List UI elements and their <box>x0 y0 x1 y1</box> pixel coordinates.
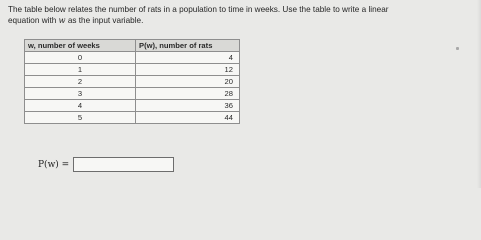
table-row <box>25 76 240 88</box>
cell-rats: 20 <box>136 76 240 88</box>
answer-label: P(w) = <box>38 159 70 170</box>
cell-rats: 4 <box>136 52 240 64</box>
cell-weeks: 4 <box>25 100 136 112</box>
cell-rats: 36 <box>136 100 240 112</box>
question-prompt <box>8 4 476 26</box>
prompt-line-2 <box>8 15 476 26</box>
table-header-row <box>25 40 240 52</box>
answer-input[interactable] <box>73 157 174 172</box>
prompt-line-1: The table below relates the number of rats in a population to time in weeks. Use the table to write a linear <box>8 5 389 14</box>
table-row <box>25 64 240 76</box>
header-weeks: w, number of weeks <box>25 40 136 52</box>
header-rats: P(w), number of rats <box>136 40 240 52</box>
cell-rats: 28 <box>136 88 240 100</box>
cell-weeks: 0 <box>25 52 136 64</box>
cell-rats: 12 <box>136 64 240 76</box>
prompt-line-2-prefix: equation with <box>8 16 59 25</box>
cell-weeks: 1 <box>25 64 136 76</box>
table-row <box>25 52 240 64</box>
cell-weeks: 3 <box>25 88 136 100</box>
answer-row <box>38 157 174 172</box>
scroll-indicator <box>456 47 459 50</box>
cell-weeks: 5 <box>25 112 136 124</box>
table-row <box>25 88 240 100</box>
data-table <box>24 39 240 124</box>
cell-rats: 44 <box>136 112 240 124</box>
cell-weeks: 2 <box>25 76 136 88</box>
prompt-line-2-suffix: as the input variable. <box>65 16 144 25</box>
table-row <box>25 100 240 112</box>
panel-edge <box>477 0 481 188</box>
prompt-variable: w <box>58 15 66 25</box>
table-row <box>25 112 240 124</box>
